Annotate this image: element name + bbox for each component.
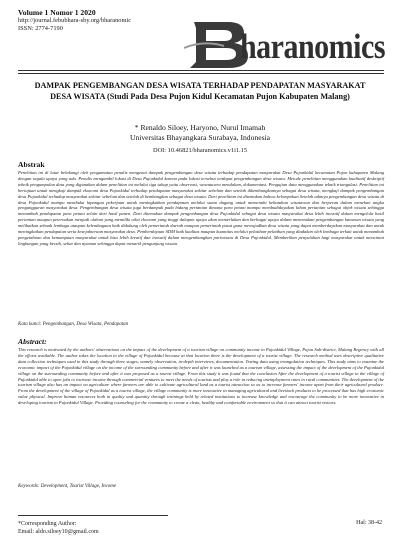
kata-kunci: Kata kunci: Pengembangan, Desa Wisata, Pendapatan — [18, 322, 129, 327]
keywords: Keywords: Development, Tourist Village, Income — [18, 484, 117, 489]
journal-header — [18, 8, 384, 70]
footnote-rule — [18, 515, 168, 516]
abstrak-heading: Abstrak — [18, 160, 45, 169]
header-rule-bottom — [18, 73, 384, 74]
author-affiliation: Universitas Bhayangkara Surabaya, Indonesia — [129, 133, 271, 142]
abstrak-text: Penelitian ini di latar belakangi oleh pengamatan penulis mengenai dampak pengembangan desa wisata terhadap pendapatan masyarakat Desa Pujonkidul kecamatan Pujon kabupaten Malang dengan segala upaya yang ada. Penulis mengambil lokasi di Desa Pujonkidul karena pada lokasi tersebut terdapat pengembangan desa wisata. Metode penelitian menggunakan kualitatif deskriptif teknik pengumpulan data yang digunakan dalam penelitian ini melalui tiga tahap yaitu observasi, wawancara mendalam, dokumentasi. Pengujian data menggunakan teknik triangulasi. Penelitian ini bertujuan untuk mengkaji dampak ekonomi desa Pujonkidul terhadap pendapatan masyarakat sekitar sebelum dan setelah dikembangkannya sebagai desa wisata, mengkaji dampak pengembangan desa Pujonkidul terhadap masyarakat sekitar sebelum dan setelah di kembangkan sebagai desa wisata. Dari penelitian ini ditemukan bahwa kelompokan Setelah adanya pengembangan desa wisata di desa Pujonkidul mampu membuka lapangan pekerjaan untuk meningkatkan pendapatan melalui suatu dagang untuk memenuhi kebutuhan wisatawan dan berperan dalam menekan angka pengangguran masyarakat desa. Pengembangan desa wisata juga berdampak pada bidang pertanian dimana para petani mampu membudidayakan lahan pertanian sebagai objek wisata sehingga menambah pendapatan para petani selain dari hasil panen. Dari ditemukan dampak pengembangan desa Pujonkidul sebagai desa wisata masyarakat desa lebih inovatif dalam mengelola hasil pertanian maupun peternakan menjadi olahan yang memiliki nilai ekonomi yang tinggi dalapun upaya akan memerlukan dan berbagai upaya dalam menemukan pengembangan kawasan wisata yang melibatkan sebuah lembaga ataupun kelembagaan baik didukung oleh pemerintah daerah maupun pemerintah pusat guna mewujudkan desa wisata yang dapat memberdayakan masyarakat dan untuk meningkatkan pendapatan serta kesejahteraan masyarakat desa. Pemberdayaan SDM baik kualitas maupun kuantitas melalui pelatihan-pelatihan yang diadakan oleh lembaga terkait untuk menambah pengetahuan dan kemampuan masyarakat untuk bisa lebih kreatif dan inovatif dalam mengembangkan pariwisata di Desa Pujonkidul. Memberikan penyuluhan bagi masyarakat untuk mencintai lingkungan yang bersih, sehat dan nyaman sehingga dapat menarik pengunjung wisata. — [18, 170, 384, 246]
page-range: Hal: 38-42 — [356, 520, 382, 526]
footnote — [18, 520, 99, 536]
abstract-heading: Abstract: — [18, 337, 47, 346]
doi-link[interactable]: DOI: 10.46821/bharanomics.v1i1.15 — [152, 147, 248, 154]
abstract-text: This research is motivated by the authors' observations on the impact of the development of a tourism village on community income in Pujonkidul Village, Pujon Sub-district, Malang Regency with all the efforts available. The author takes the location in the village of Pujonkidul because at that location there is the development of a tourist village. The research method uses descriptive qualitative data collection techniques used in this study through three stages, namely observation, in-depth interviews, documentation. Testing data using triangulation techniques. This study aims to examine the economic impact of the Pujonkidul village on the income of the surrounding community before and after it was launched as a tourism village, assessing the impact of the development of the Pujonkidul village on the surrounding community before and after it was proposed as a tourist village. From this study it was found that the conclusion After the development of a tourist village in the village of Pujonkidul able to open jobs to increase income through commercial ventures to meet the needs of tourists and play a role in reducing unemployment rates in rural communities. The development of the tourism village also has an impact on agriculture where farmers are able to cultivate agricultural land as a tourist attraction so as to increase farmers' income apart from their agricultural produce. From the development of the village of Pujonkidul as a tourist village, the village community is more innovative in managing agricultural and livestock products to be processed that has high economic value physical. Improve human resources both in quality and quantity through trainings held by related institutions to increase knowledge and encourage the community to be more innovative in developing tourism in Pujonkidul Village. Providing counseling for the community to create a clean, healthy and comfortable environment so that it can attract tourist visitors. — [18, 347, 384, 406]
paper-title: DAMPAK PENGEMBANGAN DESA WISATA TERHADAP PENDAPATAN MASYARAKAT DESA WISATA (Studi Pada Desa Pujon Kidul Kecamatan Pujon Kabupaten Malang) — [34, 81, 366, 101]
author-block — [24, 123, 376, 143]
author-email[interactable]: Email: aldo.siloey10@gmail.com — [18, 529, 99, 535]
journal-logo — [184, 18, 384, 68]
volume-label: Volume 1 Nomor 1 2020 — [18, 8, 96, 17]
logo-text: haranomics — [240, 28, 385, 66]
journal-url[interactable]: http://journal.febubhara-sby.org/bharanomic — [18, 17, 132, 24]
corresponding-author: *Corresponding Author: — [18, 521, 77, 527]
header-rule-top — [18, 70, 384, 71]
issn-label: ISSN: 2774-7190 — [18, 25, 63, 32]
author-names: * Renaldo Siloey, Haryono, Nurul Imamah — [134, 123, 266, 132]
